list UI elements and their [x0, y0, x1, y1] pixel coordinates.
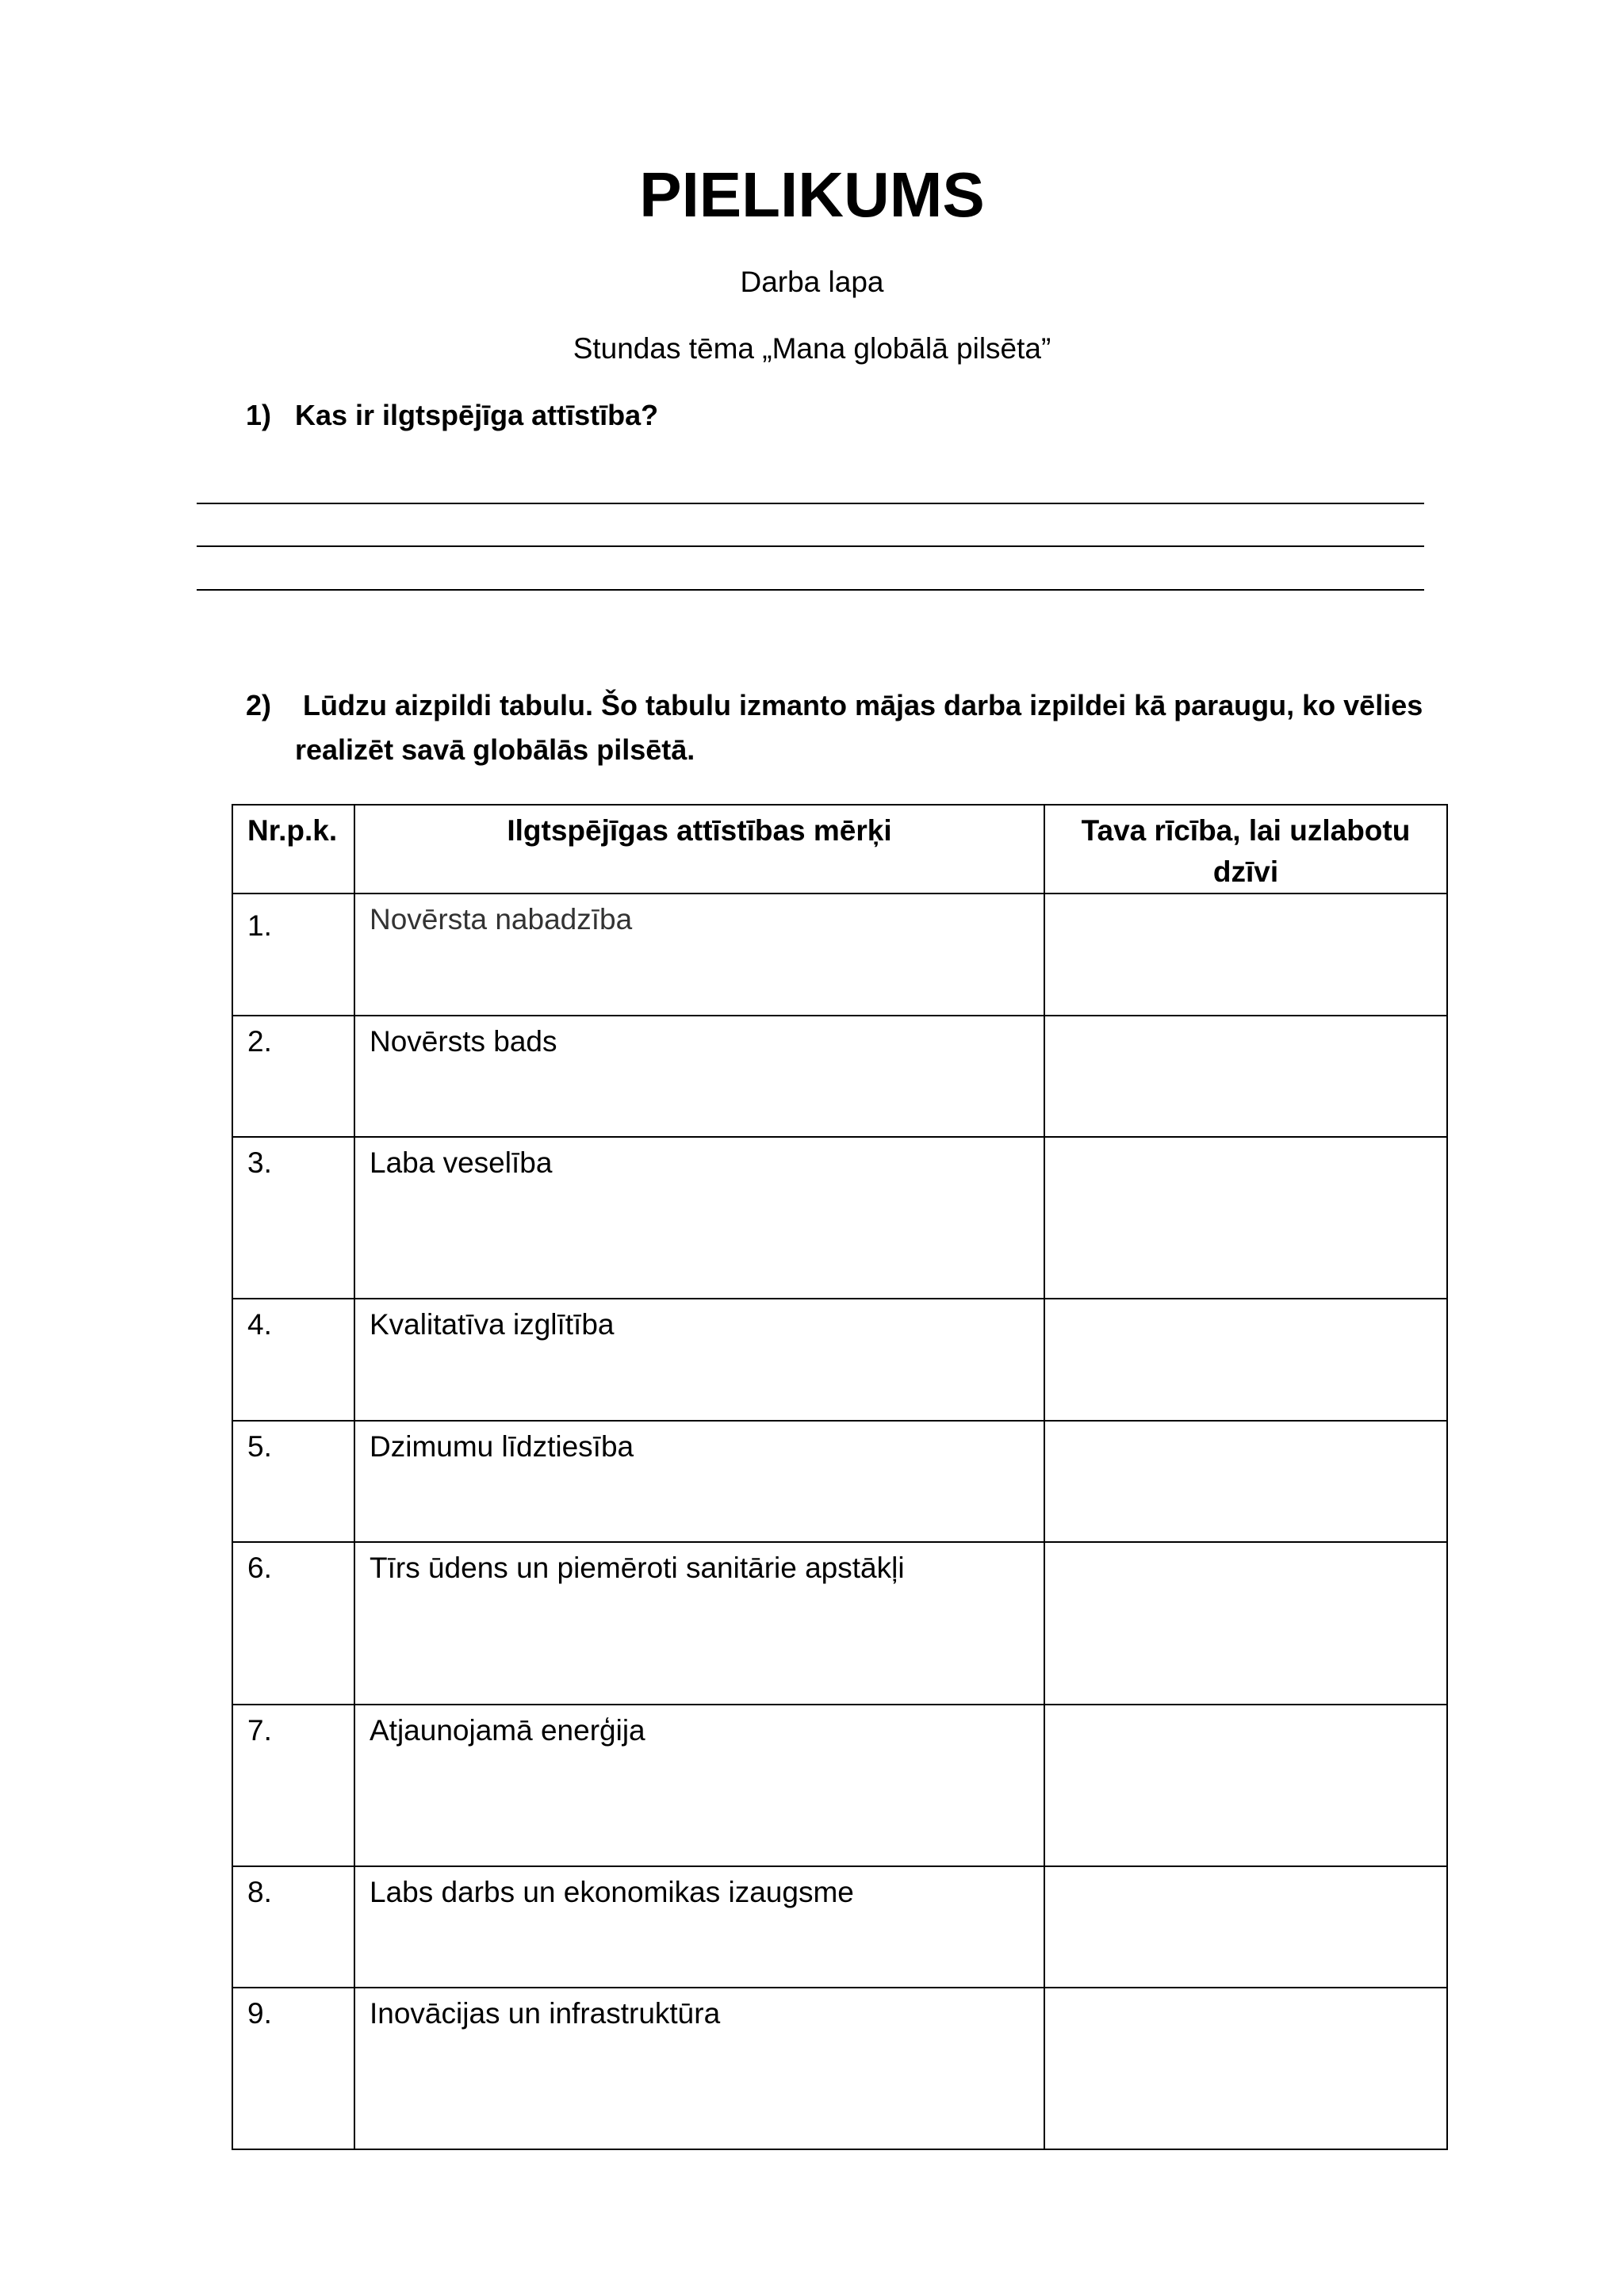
table-header-row: [232, 805, 1447, 894]
row-goal: Inovācijas un infrastruktūra: [354, 1988, 1044, 2149]
header-nr: Nr.p.k.: [232, 805, 354, 894]
row-action-cell[interactable]: [1044, 894, 1447, 1016]
row-number: 9.: [232, 1988, 354, 2149]
row-number: 5.: [232, 1421, 354, 1542]
row-action-cell[interactable]: [1044, 1705, 1447, 1866]
question-2-text: Lūdzu aizpildi tabulu. Šo tabulu izmanto mājas darba izpildei kā paraugu, ko vēlies realizēt savā globālās pilsētā.: [295, 689, 1423, 766]
lesson-topic: Stundas tēma „Mana globālā pilsēta”: [573, 332, 1051, 365]
row-number: 4.: [232, 1299, 354, 1421]
answer-line-3[interactable]: [197, 589, 1424, 591]
row-goal: Tīrs ūdens un piemēroti sanitārie apstākļi: [354, 1542, 1044, 1705]
row-action-cell[interactable]: [1044, 1988, 1447, 2149]
row-number: 3.: [232, 1137, 354, 1299]
header-action: Tava rīcība, lai uzlabotu dzīvi: [1044, 805, 1447, 894]
answer-line-1[interactable]: [197, 503, 1424, 504]
row-action-cell[interactable]: [1044, 1866, 1447, 1988]
table-row: [232, 1866, 1447, 1988]
table-row: [232, 894, 1447, 1016]
row-number: 7.: [232, 1705, 354, 1866]
answer-line-2[interactable]: [197, 545, 1424, 547]
row-action-cell[interactable]: [1044, 1137, 1447, 1299]
goals-table: [232, 804, 1448, 2150]
row-goal: Kvalitatīva izglītība: [354, 1299, 1044, 1421]
table-row: [232, 1542, 1447, 1705]
question-1-text: Kas ir ilgtspējīga attīstība?: [295, 399, 659, 431]
row-number: 1.: [232, 894, 354, 1016]
row-goal: Labs darbs un ekonomikas izaugsme: [354, 1866, 1044, 1988]
row-goal: Novērsts bads: [354, 1016, 1044, 1137]
row-number: 6.: [232, 1542, 354, 1705]
row-goal: Laba veselība: [354, 1137, 1044, 1299]
row-number: 2.: [232, 1016, 354, 1137]
table-row: [232, 1137, 1447, 1299]
header-goals: Ilgtspējīgas attīstības mērķi: [354, 805, 1044, 894]
row-action-cell[interactable]: [1044, 1016, 1447, 1137]
row-action-cell[interactable]: [1044, 1421, 1447, 1542]
question-1-number: 1): [246, 399, 272, 431]
table-row: [232, 1988, 1447, 2149]
page-title: PIELIKUMS: [639, 159, 985, 230]
row-goal: Atjaunojamā enerģija: [354, 1705, 1044, 1866]
table-row: [232, 1016, 1447, 1137]
row-action-cell[interactable]: [1044, 1299, 1447, 1421]
row-action-cell[interactable]: [1044, 1542, 1447, 1705]
row-goal: Novērsta nabadzība: [354, 894, 1044, 1016]
table-row: [232, 1705, 1447, 1866]
table-row: [232, 1421, 1447, 1542]
row-goal: Dzimumu līdztiesība: [354, 1421, 1044, 1542]
table-row: [232, 1299, 1447, 1421]
question-2-number: 2): [246, 689, 272, 721]
row-number: 8.: [232, 1866, 354, 1988]
worksheet-subtitle: Darba lapa: [740, 266, 884, 298]
